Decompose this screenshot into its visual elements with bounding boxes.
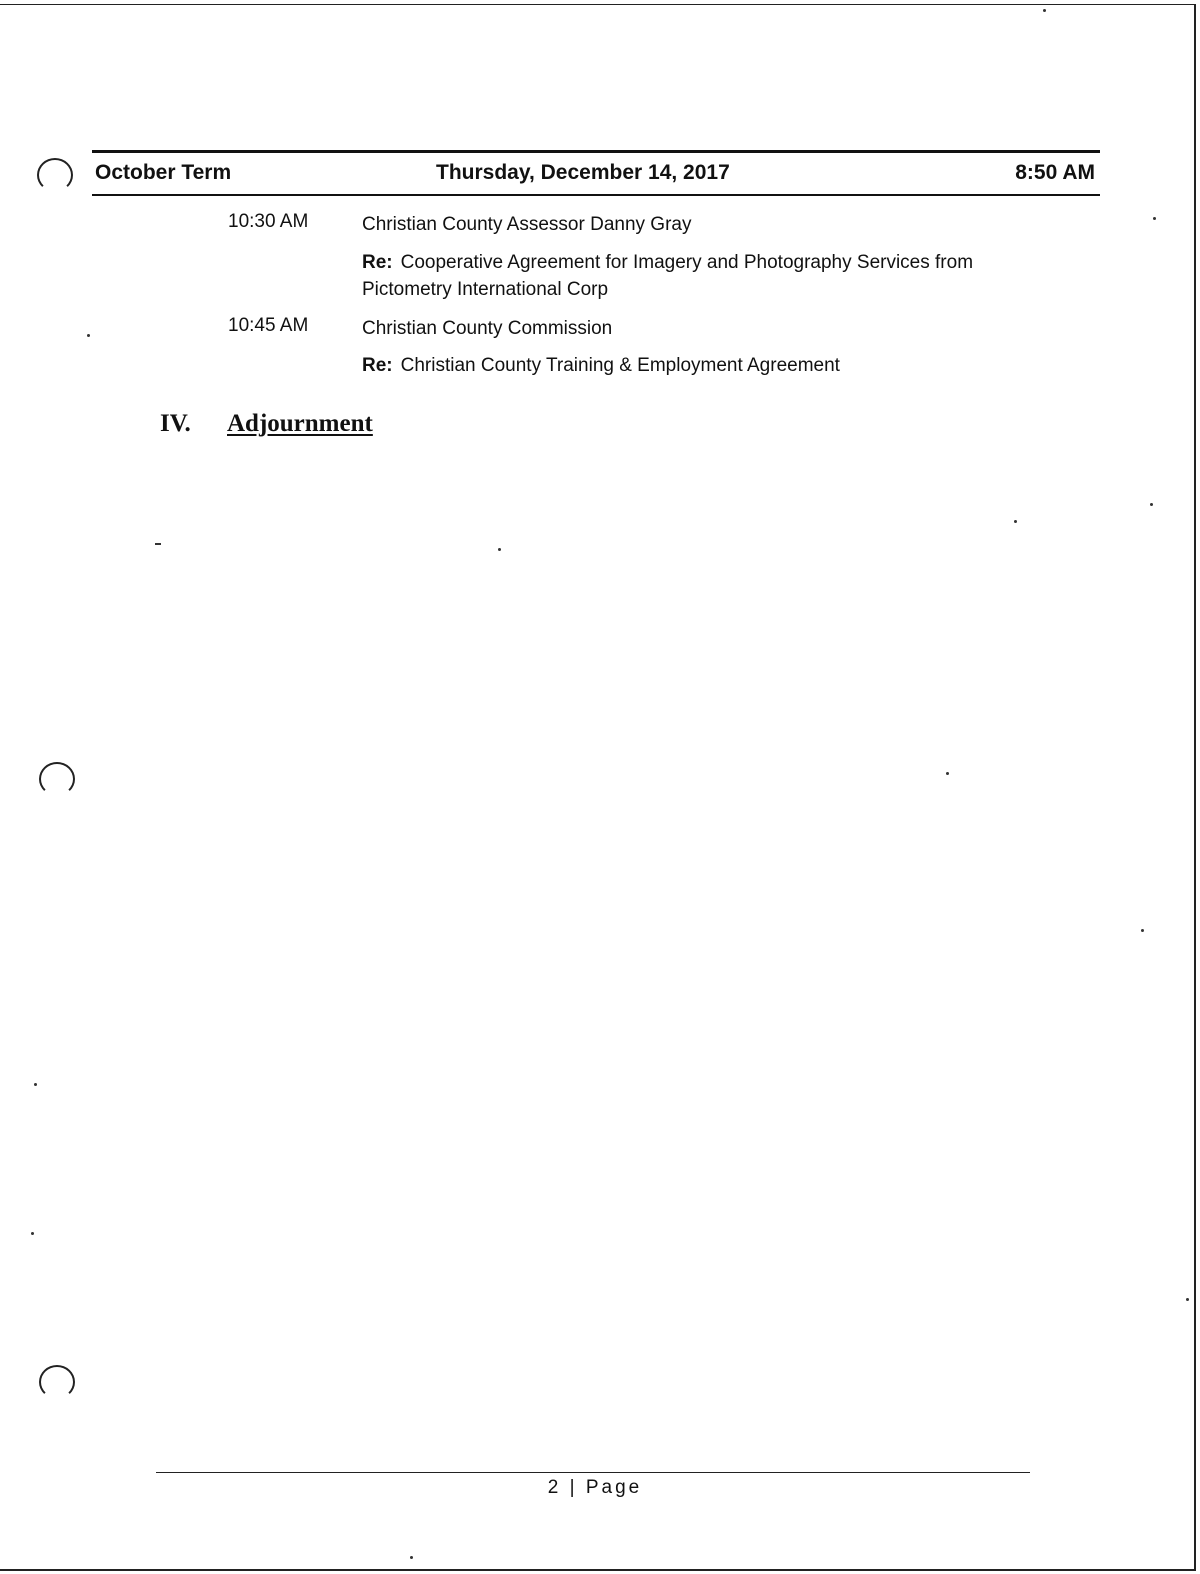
header-date: Thursday, December 14, 2017 (436, 161, 730, 184)
punch-hole-icon (39, 1365, 75, 1399)
agenda-item-re (362, 352, 840, 379)
agenda-item-re (362, 249, 1042, 303)
section-heading (160, 410, 373, 438)
scan-speck (1150, 503, 1153, 506)
scan-speck (1153, 217, 1156, 220)
scan-speck (1141, 929, 1144, 932)
section-number: IV. (160, 410, 191, 437)
header-term: October Term (95, 161, 232, 184)
scan-speck (1186, 1298, 1189, 1301)
page-number: 2 | Page (547, 1477, 643, 1498)
footer-divider (156, 1472, 1030, 1473)
agenda-item-name: Christian County Commission (362, 318, 613, 339)
scan-speck (87, 334, 90, 337)
agenda-header (92, 150, 1100, 196)
re-label: Re: (362, 252, 393, 273)
scan-speck (410, 1556, 413, 1559)
page-border (0, 4, 1196, 1571)
section-title: Adjournment (227, 410, 373, 437)
header-time: 8:50 AM (1015, 161, 1095, 184)
agenda-item-time: 10:30 AM (228, 211, 309, 232)
scan-speck (1014, 520, 1017, 523)
scan-speck (498, 548, 501, 551)
re-text: Cooperative Agreement for Imagery and Photography Services from Pictometry International Corp (362, 252, 974, 300)
re-text: Christian County Training & Employment Agreement (400, 355, 840, 376)
agenda-item-name: Christian County Assessor Danny Gray (362, 214, 692, 235)
scan-speck (31, 1232, 34, 1235)
scan-speck (34, 1083, 37, 1086)
re-label: Re: (362, 355, 393, 376)
punch-hole-icon (39, 762, 75, 796)
punch-hole-icon (37, 158, 73, 192)
scan-speck (155, 543, 161, 545)
scan-speck (946, 772, 949, 775)
agenda-item-time: 10:45 AM (228, 315, 309, 336)
scan-speck (1043, 9, 1046, 12)
